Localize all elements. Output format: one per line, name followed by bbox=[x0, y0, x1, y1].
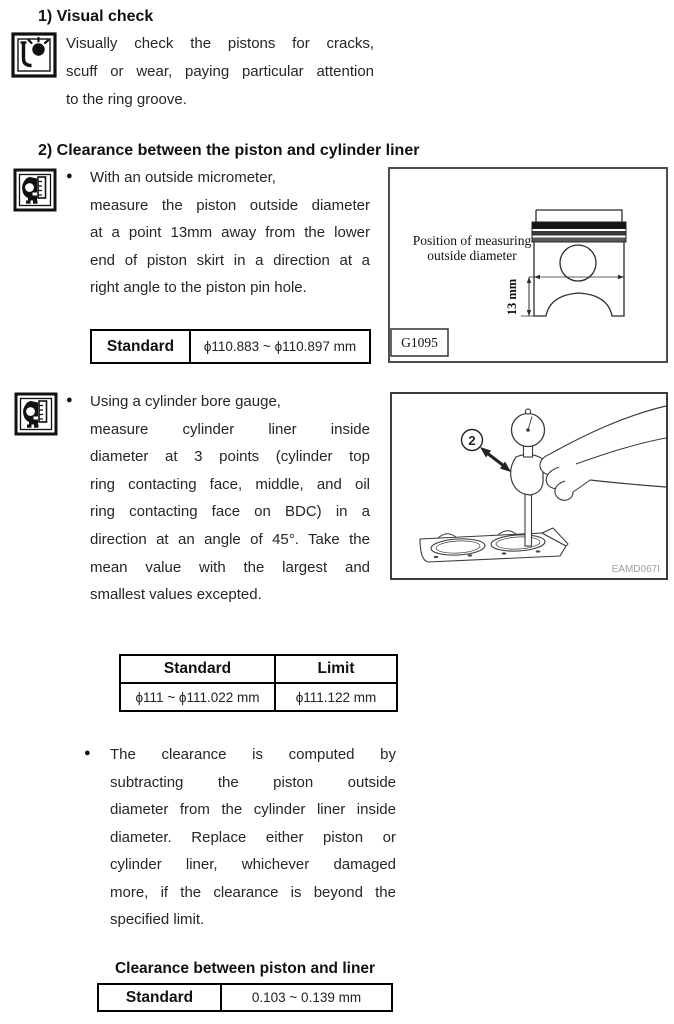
text-line: The clearance is computed by bbox=[110, 746, 396, 763]
micrometer-measure-icon bbox=[14, 392, 58, 436]
bullet-marker: ● bbox=[66, 170, 73, 182]
figure-caption-line1: Position of measuring bbox=[412, 233, 532, 248]
text-line: smallest values excepted. bbox=[90, 586, 262, 604]
table-value-row bbox=[121, 682, 396, 710]
figure-ref-code: EAMD067I bbox=[611, 564, 660, 575]
figure-caption-line2: outside diameter bbox=[427, 248, 517, 263]
text-line: mean value with the largest and bbox=[90, 558, 370, 576]
text-line: direction at an angle of 45°. Take the bbox=[90, 530, 370, 548]
clearance-table bbox=[97, 983, 393, 1012]
liner-id-header-limit: Limit bbox=[274, 656, 396, 682]
text-line: measure cylinder liner inside bbox=[90, 420, 370, 438]
visual-check-paragraph bbox=[66, 30, 374, 114]
text-line: ring contacting face, middle, and oil bbox=[90, 475, 370, 493]
text-line: more, if the clearance is beyond the bbox=[110, 883, 396, 901]
piston-drawing bbox=[390, 169, 666, 361]
clearance-table-title: Clearance between piston and liner bbox=[114, 960, 376, 977]
text-line: Using a cylinder bore gauge, bbox=[90, 393, 281, 410]
text-line: diameter at 3 points (cylinder top bbox=[90, 448, 370, 466]
text-line: end of piston skirt in a direction at a bbox=[90, 251, 370, 269]
text-line: to the ring groove. bbox=[66, 91, 187, 108]
figure-bore-gauge-measurement bbox=[390, 392, 668, 580]
bore-gauge-drawing bbox=[392, 394, 666, 578]
liner-id-header-standard: Standard bbox=[163, 660, 232, 677]
liner-id-limit-value: ϕ111.122 mm bbox=[274, 684, 396, 710]
text-line: scuff or wear, paying particular attention bbox=[66, 63, 374, 80]
table-row bbox=[99, 985, 391, 1010]
text-line: Visually check the pistons for cracks, bbox=[66, 35, 374, 52]
bullet-marker: ● bbox=[84, 747, 91, 759]
clearance-standard-value: 0.103 ~ 0.139 mm bbox=[220, 985, 391, 1010]
piston-od-standard-label: Standard bbox=[106, 337, 175, 355]
text-line: subtracting the piston outside bbox=[110, 773, 396, 791]
liner-id-paragraph bbox=[90, 388, 370, 609]
piston-od-paragraph bbox=[90, 164, 370, 302]
text-line: With an outside micrometer, bbox=[90, 169, 276, 186]
visual-check-icon bbox=[11, 32, 57, 78]
section-heading-visual-check: 1) Visual check bbox=[38, 8, 154, 25]
liner-id-standard-value: ϕ111 ~ ϕ111.022 mm bbox=[135, 689, 260, 705]
piston-od-table bbox=[90, 329, 371, 364]
text-line: diameter from the cylinder liner inside bbox=[110, 801, 396, 818]
text-line: measure the piston outside diameter bbox=[90, 196, 370, 214]
table-row bbox=[92, 331, 369, 362]
text-line: specified limit. bbox=[110, 911, 205, 928]
figure-ref-code: G1095 bbox=[401, 335, 438, 350]
piston-od-standard-value: ϕ110.883 ~ ϕ110.897 mm bbox=[189, 331, 369, 362]
text-line: at a point 13mm away from the lower bbox=[90, 224, 370, 241]
callout-number: 2 bbox=[468, 433, 476, 448]
table-header-row bbox=[121, 656, 396, 682]
text-line: cylinder liner, whichever damaged bbox=[110, 856, 396, 873]
clearance-computation-paragraph bbox=[110, 741, 396, 934]
micrometer-measure-icon bbox=[13, 168, 57, 212]
text-line: right angle to the piston pin hole. bbox=[90, 279, 307, 296]
dimension-13mm-label: 13 mm bbox=[505, 278, 519, 316]
clearance-standard-label: Standard bbox=[125, 988, 194, 1006]
text-line: diameter. Replace either piston or bbox=[110, 828, 396, 846]
figure-piston-measuring-position bbox=[388, 167, 668, 363]
bullet-marker: ● bbox=[66, 394, 73, 406]
text-line: ring contacting face on BDC) in a bbox=[90, 503, 370, 521]
section-heading-clearance: 2) Clearance between the piston and cylinder liner bbox=[38, 142, 420, 159]
liner-id-table bbox=[119, 654, 398, 712]
